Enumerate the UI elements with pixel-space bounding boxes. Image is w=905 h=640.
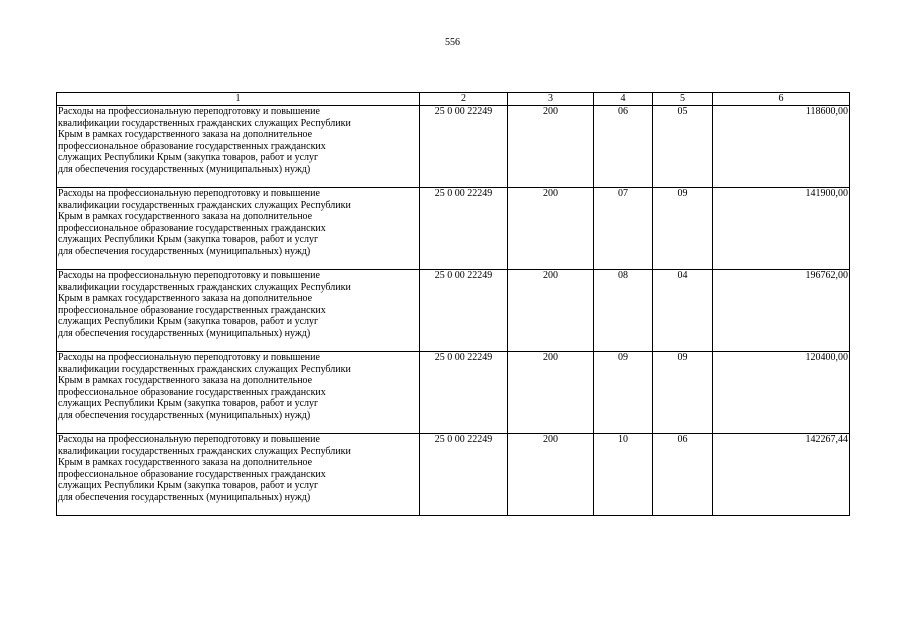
target-code-cell: 25 0 00 22249	[420, 352, 508, 434]
page-number: 556	[445, 37, 460, 48]
description-line: Крым в рамках государственного заказа на дополнительное	[58, 211, 313, 223]
expense-type-cell: 200	[508, 352, 594, 434]
description-line: Расходы на профессиональную переподготовку и повышение	[58, 352, 320, 363]
description-line: Расходы на профессиональную переподготовку и повышение	[58, 188, 320, 199]
section-cell: 06	[594, 106, 653, 188]
description-line: квалификации государственных гражданских служащих Республики	[58, 445, 351, 457]
description-line: Крым в рамках государственного заказа на дополнительное	[58, 129, 313, 141]
amount-cell: 141900,00	[713, 188, 850, 270]
description-line: служащих Республики Крым (закупка товаров, работ и услуг	[58, 398, 319, 410]
description-line: служащих Республики Крым (закупка товаров, работ и услуг	[58, 234, 319, 246]
description-line: Расходы на профессиональную переподготовку и повышение	[58, 270, 320, 281]
table-row	[57, 106, 850, 188]
description-line: профессиональное образование государственных гражданских	[58, 222, 326, 234]
description-line: для обеспечения государственных (муниципальных) нужд)	[58, 163, 311, 175]
description-line: для обеспечения государственных (муниципальных) нужд)	[58, 409, 311, 421]
description-line: Крым в рамках государственного заказа на дополнительное	[58, 293, 313, 305]
description-line: для обеспечения государственных (муниципальных) нужд)	[58, 327, 311, 339]
expense-type-cell: 200	[508, 188, 594, 270]
description-line: профессиональное образование государственных гражданских	[58, 140, 326, 152]
description-line: для обеспечения государственных (муниципальных) нужд)	[58, 245, 311, 257]
target-code-cell: 25 0 00 22249	[420, 188, 508, 270]
subsection-cell: 05	[653, 106, 713, 188]
section-cell: 08	[594, 270, 653, 352]
description-line: Расходы на профессиональную переподготовку и повышение	[58, 434, 320, 445]
description-line: квалификации государственных гражданских служащих Республики	[58, 117, 351, 129]
section-cell: 07	[594, 188, 653, 270]
section-cell: 10	[594, 434, 653, 516]
description-line: квалификации государственных гражданских служащих Республики	[58, 199, 351, 211]
table-header-row	[57, 93, 850, 106]
description-line: квалификации государственных гражданских служащих Республики	[58, 281, 351, 293]
table-row	[57, 352, 850, 434]
column-header: 1	[57, 93, 420, 106]
section-cell: 09	[594, 352, 653, 434]
column-header: 2	[420, 93, 508, 106]
column-header: 6	[713, 93, 850, 106]
description-line: Расходы на профессиональную переподготовку и повышение	[58, 106, 320, 117]
table-row	[57, 270, 850, 352]
description-line: служащих Республики Крым (закупка товаров, работ и услуг	[58, 152, 319, 164]
description-line: для обеспечения государственных (муниципальных) нужд)	[58, 491, 311, 503]
subsection-cell: 09	[653, 188, 713, 270]
column-header: 5	[653, 93, 713, 106]
description-line: квалификации государственных гражданских служащих Республики	[58, 363, 351, 375]
row-description	[57, 352, 420, 434]
target-code-cell: 25 0 00 22249	[420, 270, 508, 352]
row-description	[57, 434, 420, 516]
amount-cell: 142267,44	[713, 434, 850, 516]
row-description	[57, 270, 420, 352]
subsection-cell: 04	[653, 270, 713, 352]
expense-type-cell: 200	[508, 434, 594, 516]
description-line: профессиональное образование государственных гражданских	[58, 304, 326, 316]
amount-cell: 118600,00	[713, 106, 850, 188]
description-line: служащих Республики Крым (закупка товаров, работ и услуг	[58, 480, 319, 492]
description-line: служащих Республики Крым (закупка товаров, работ и услуг	[58, 316, 319, 328]
target-code-cell: 25 0 00 22249	[420, 434, 508, 516]
target-code-cell: 25 0 00 22249	[420, 106, 508, 188]
expense-type-cell: 200	[508, 270, 594, 352]
column-header: 4	[594, 93, 653, 106]
budget-table	[56, 92, 850, 516]
row-description	[57, 106, 420, 188]
subsection-cell: 06	[653, 434, 713, 516]
description-line: Крым в рамках государственного заказа на дополнительное	[58, 375, 313, 387]
description-line: Крым в рамках государственного заказа на дополнительное	[58, 457, 313, 469]
amount-cell: 120400,00	[713, 352, 850, 434]
table-row	[57, 188, 850, 270]
description-line: профессиональное образование государственных гражданских	[58, 386, 326, 398]
subsection-cell: 09	[653, 352, 713, 434]
description-line: профессиональное образование государственных гражданских	[58, 468, 326, 480]
amount-cell: 196762,00	[713, 270, 850, 352]
expense-type-cell: 200	[508, 106, 594, 188]
table-row	[57, 434, 850, 516]
column-header: 3	[508, 93, 594, 106]
row-description	[57, 188, 420, 270]
